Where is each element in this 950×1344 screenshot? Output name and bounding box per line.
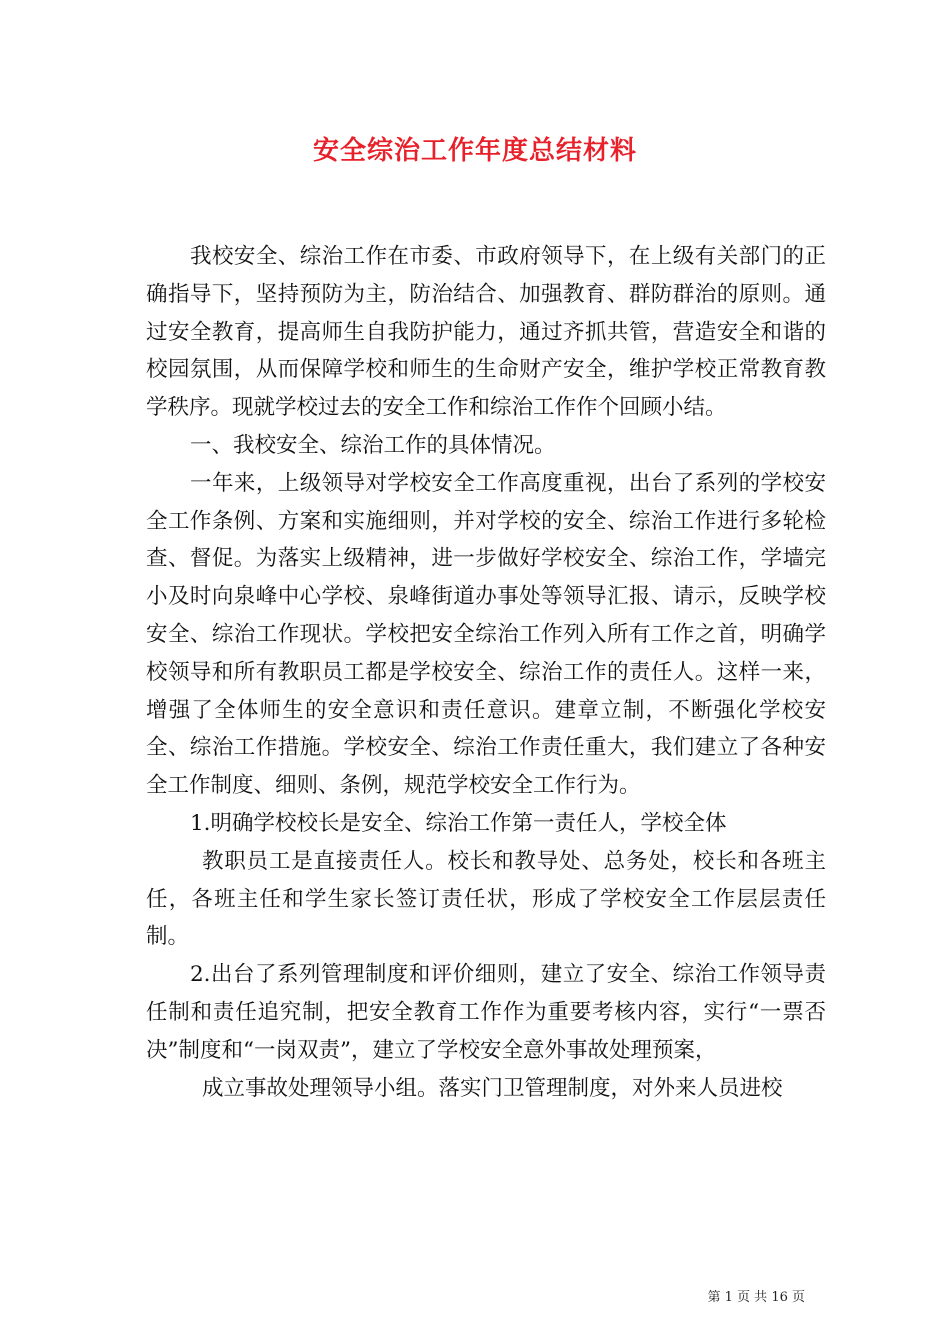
list-item-1: 1.明确学校校长是安全、综治工作第一责任人，学校全体	[190, 810, 727, 836]
list-item-2: 2.出台了系列管理制度和评价细则，建立了安全、综治工作领导责任制和责任追究制，把安全教育工作作为重要考核内容，实行“一票否决”制度和“一岗双责”，建立了学校安全意外事故处理预案，	[146, 962, 826, 1063]
paragraph-overview: 一年来，上级领导对学校安全工作高度重视，出台了系列的学校安全工作条例、方案和实施细则，并对学校的安全、综治工作进行多轮检查、督促。为落实上级精神，进一步做好学校安全、综治工作，学墙完小及时向泉峰中心学校、泉峰街道办事处等领导汇报、请示，反映学校安全、综治工作现状。学校把安全综治工作列入所有工作之首，明确学校领导和所有教职员工都是学校安全、综治工作的责任人。这样一来，增强了全体师生的安全意识和责任意识。建章立制，不断强化学校安全、综治工作措施。学校安全、综治工作责任重大，我们建立了各种安全工作制度、细则、条例，规范学校安全工作行为。	[146, 470, 826, 799]
list-item-2-continued: 成立事故处理领导小组。落实门卫管理制度，对外来人员进校	[202, 1075, 783, 1101]
section-heading: 一、我校安全、综治工作的具体情况。	[190, 432, 556, 458]
paragraph-intro: 我校安全、综治工作在市委、市政府领导下，在上级有关部门的正确指导下，坚持预防为主，防治结合、加强教育、群防群治的原则。通过安全教育，提高师生自我防护能力，通过齐抓共管，营造安全和谐的校园氛围，从而保障学校和师生的生命财产安全，维护学校正常教育教学秩序。现就学校过去的安全工作和综治工作作个回顾小结。	[146, 244, 826, 421]
list-item-1-continued: 教职员工是直接责任人。校长和教导处、总务处，校长和各班主任，各班主任和学生家长签订责任状，形成了学校安全工作层层责任制。	[146, 848, 826, 950]
page-number: 第 1 页 共 16 页	[707, 1290, 805, 1305]
document-title: 安全综治工作年度总结材料	[312, 136, 637, 166]
document-body	[146, 238, 826, 1107]
